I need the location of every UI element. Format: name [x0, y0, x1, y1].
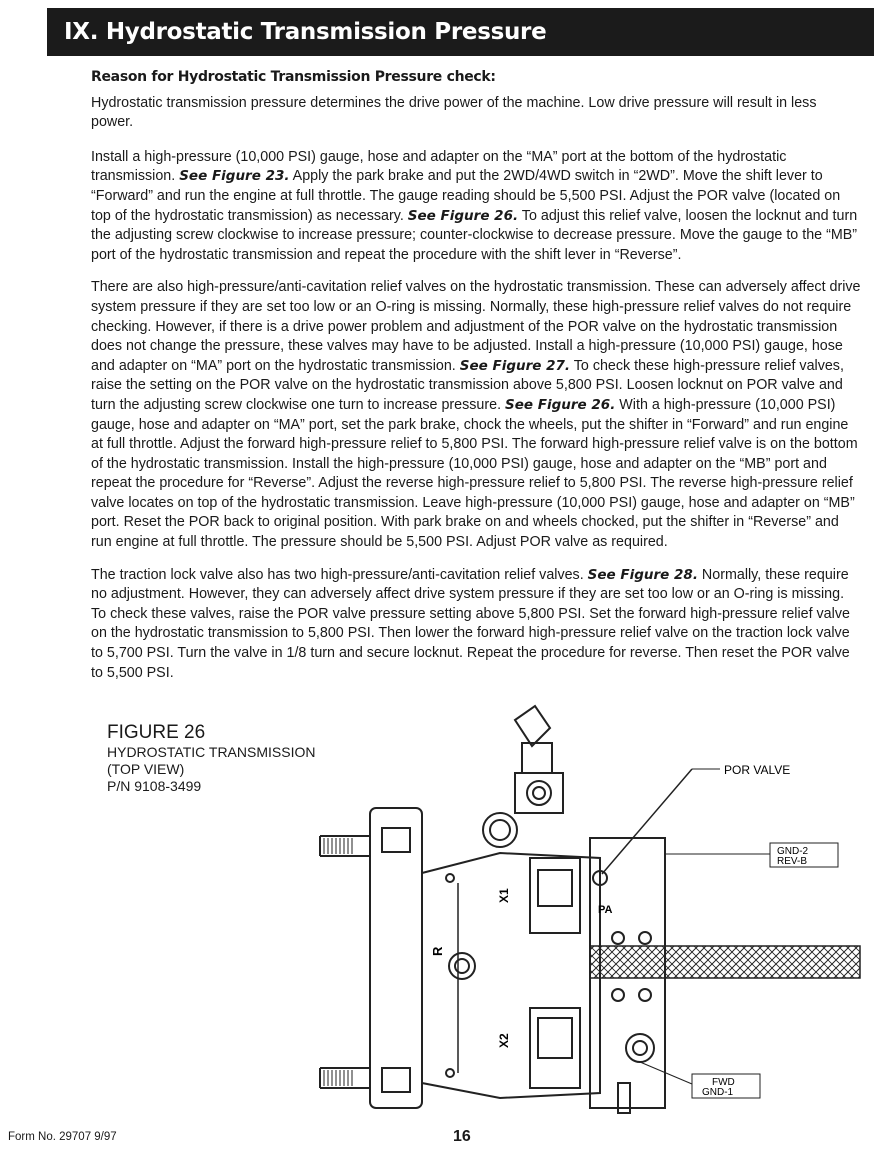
p2-text-2: To check these high-pressure relief valves, raise the setting on the POR valve on the hydrostatic transmission above 5,800 PSI. Loosen locknut on POR valve and turn the adjusting screw clockwise one turn to increase pressure.	[91, 357, 844, 413]
figure-caption-line-2: (TOP VIEW)	[107, 761, 185, 777]
p1-text-2: Apply the park brake and put the 2WD/4WD switch in “2WD”. Move the shift lever to “Forward” and run the engine at full throttle. The gauge reading should be 5,500 PSI. Adjust the POR valve (located on top of the hydrostatic transmission) as necessary.	[91, 168, 841, 224]
pa-port-label: PA	[598, 904, 613, 916]
intro-paragraph: Hydrostatic transmission pressure determines the drive power of the machine. Low drive pressure will result in less power.	[91, 94, 817, 131]
fwd-label: FWD	[712, 1077, 735, 1088]
figure-ref-26b: See Figure 26.	[505, 396, 616, 413]
p3-text-1: The traction lock valve also has two high-pressure/anti-cavitation relief valves.	[91, 566, 588, 583]
body-content	[91, 68, 861, 696]
p1-text-3: To adjust this relief valve, loosen the locknut and turn the adjusting screw clockwise to increase pressure; counter-clockwise to decrease pressure. Move the gauge to the “MB” port of the hydrostatic transmission and repeat the procedure with the shift lever in “Reverse”.	[91, 207, 858, 263]
paragraph-1	[91, 148, 861, 266]
figure-ref-23: See Figure 23.	[179, 168, 290, 185]
gnd2-label: GND-2	[777, 846, 809, 857]
figure-ref-27: See Figure 27.	[459, 357, 571, 374]
page-number: 16	[453, 1128, 471, 1145]
paragraph-3	[91, 566, 861, 684]
subheading: Reason for Hydrostatic Transmission Pressure check:	[91, 69, 496, 85]
section-title-banner	[47, 8, 874, 56]
p3-text-2: Normally, these require no adjustment. However, they can adversely affect drive system pressure if they are set too low or an O-ring is missing. To check these valves, raise the POR valve pressure setting above 5,800 PSI. Set the forward high-pressure relief valve on the hydrostatic transmission to 5,800 PSI. Then lower the forward high-pressure relief valve on the traction lock valve to 5,700 PSI. Turn the valve in 1/8 turn and secure locknut. Repeat the procedure for reverse. Then reset the POR valve to 5,500 PSI.	[91, 566, 850, 681]
mounting-plate	[320, 808, 422, 1108]
figure-ref-26: See Figure 26.	[407, 207, 519, 224]
paragraph-2	[91, 278, 861, 552]
por-valve-leader	[602, 769, 692, 874]
r-port-label: R	[430, 946, 445, 956]
transmission-housing	[422, 853, 600, 1098]
figure-caption-line-1: HYDROSTATIC TRANSMISSION	[107, 744, 316, 760]
figure-ref-28: See Figure 28.	[587, 566, 698, 583]
x1-port-label: X1	[497, 888, 511, 903]
gnd1-label: GND-1	[702, 1087, 734, 1098]
hydrostatic-transmission-diagram	[300, 688, 870, 1118]
top-fitting	[483, 706, 563, 847]
gnd2-rev-tag	[665, 843, 838, 867]
revb-label: REV-B	[777, 856, 808, 867]
por-valve-label: POR VALVE	[724, 763, 791, 777]
p1-text-1: Install a high-pressure (10,000 PSI) gauge, hose and adapter on the “MA” port at the bottom of the hydrostatic transmission.	[91, 148, 787, 185]
section-title: IX. Hydrostatic Transmission Pressure	[64, 19, 547, 45]
form-number: Form No. 29707 9/97	[8, 1131, 117, 1143]
figure-caption-line-3: P/N 9108-3499	[107, 778, 202, 794]
fwd-gnd1-tag	[640, 1062, 760, 1098]
figure-title: FIGURE 26	[107, 722, 206, 743]
x2-port-label: X2	[497, 1033, 511, 1048]
p2-text-1: There are also high-pressure/anti-cavitation relief valves on the hydrostatic transmission. These can adversely affect drive system pressure if they are set too low or an O-ring is missing. Normally, these high-pressure relief valves do not require checking. However, if there is a drive power problem and adjustment of the POR valve on the hydrostatic transmission does not change the pressure, these valves may have to be adjusted. Install a high-pressure (10,000 PSI) gauge, hose and adapter on “MA” port on the hydrostatic transmission.	[91, 279, 861, 374]
figure-caption	[107, 722, 327, 795]
hydraulic-hose	[590, 946, 860, 978]
p2-text-3: With a high-pressure (10,000 PSI) gauge, hose and adapter on “MA” port, set the park brake, chock the wheels, put the shifter in “Forward” and run engine at full throttle. Adjust the forward high-pressure relief to 5,800 PSI. The forward high-pressure relief valve is on the bottom of the hydrostatic transmission. Install the high-pressure (10,000 PSI) gauge, hose and adapter on the “MB” port and repeat the procedure for “Reverse”. Adjust the reverse high-pressure relief to 5,800 PSI. The reverse high-pressure relief valve locates on top of the hydrostatic transmission. Leave high-pressure (10,000 PSI) gauge, hose and adapter on “MB” port. Reset the POR back to original position. With park brake on and wheels chocked, put the shifter in “Reverse” and run engine at full throttle. The pressure should be 5,500 PSI. Adjust POR valve as required.	[91, 396, 858, 551]
